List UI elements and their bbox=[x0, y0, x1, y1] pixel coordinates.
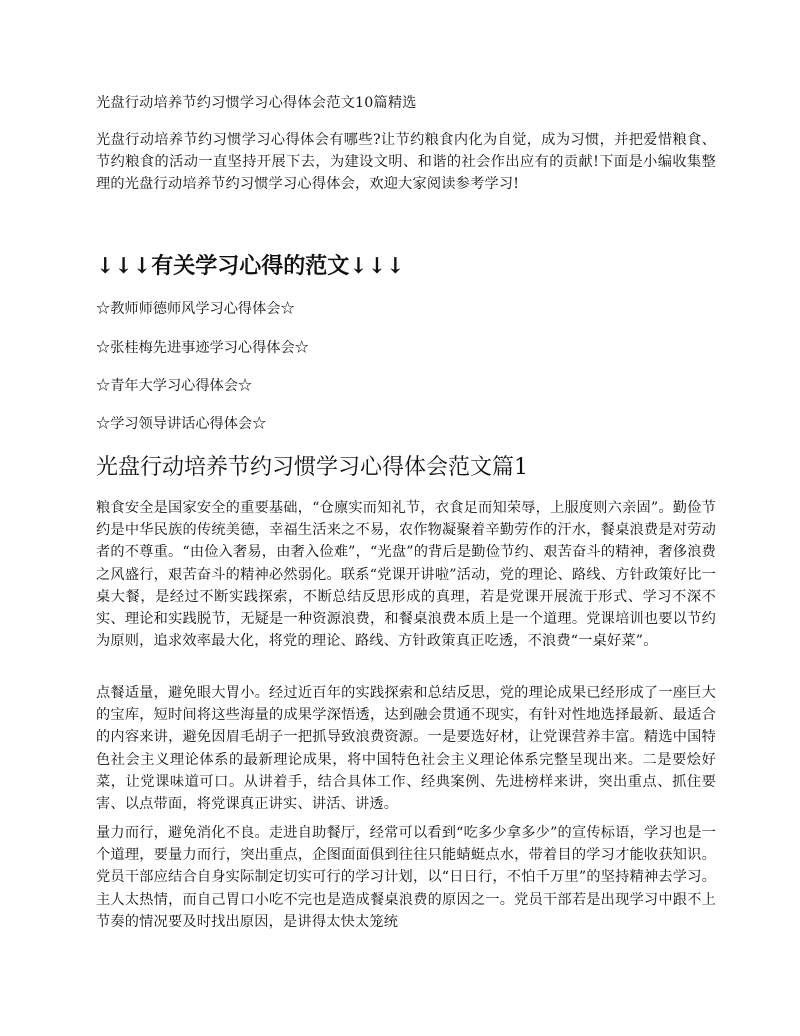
body-paragraph-2: 点餐适量，避免眼大胃小。经过近百年的实践探索和总结反思，党的理论成果已经形成了一座巨大的宝库，短时间将这些海量的成果学深悟透，达到融会贯通不现实，有针对性地选择最新、最适合的内容来讲，避免因眉毛胡子一把抓导致浪费资源。一是要选好材，让党课营养丰富。精选中国特色社会主义理论体系的最新理论成果，将中国特色社会主义理论体系完整呈现出来。二是要烩好菜，让党课味道可口。从讲着手，结合具体工作、经典案例、先进榜样来讲，突出重点、抓住要害、以点带面，将党课真正讲实、讲活、讲透。 bbox=[96, 685, 716, 813]
related-link-1[interactable]: ☆教师师德师风学习心得体会☆ bbox=[96, 301, 295, 317]
related-link-2[interactable]: ☆张桂梅先进事迹学习心得体会☆ bbox=[96, 340, 309, 356]
body-paragraph-1: 粮食安全是国家安全的重要基础，“仓廪实而知礼节，衣食足而知荣辱，上服度则六亲固”。勤俭节约是中华民族的传统美德，幸福生活来之不易，农作物凝聚着辛勤劳作的汗水，餐桌浪费是对劳动者的不尊重。“由俭入奢易，由奢入俭难”，“光盘”的背后是勤俭节约、艰苦奋斗的精神，奢侈浪费之风盛行，艰苦奋斗的精神必然弱化。联系“党课开讲啦”活动，党的理论、路线、方针政策好比一桌大餐，是经过不断实践探索，不断总结反思形成的真理，若是党课开展流于形式、学习不深不实、理论和实践脱节，无疑是一种资源浪费，和餐桌浪费本质上是一个道理。党课培训也要以节约为原则，追求效率最大化，将党的理论、路线、方针政策真正吃透，不浪费“一桌好菜”。 bbox=[96, 500, 716, 650]
related-link-3[interactable]: ☆青年大学习心得体会☆ bbox=[96, 378, 253, 394]
article-heading: 光盘行动培养节约习惯学习心得体会范文篇1 bbox=[96, 455, 528, 480]
document-title: 光盘行动培养节约习惯学习心得体会范文10篇精选 bbox=[96, 95, 417, 111]
related-link-4[interactable]: ☆学习领导讲话心得体会☆ bbox=[96, 416, 267, 432]
body-paragraph-3: 量力而行，避免消化不良。走进自助餐厅，经常可以看到“吃多少拿多少”的宣传标语，学习也是一个道理，要量力而行，突出重点，企图面面俱到往往只能蜻蜓点水，带着目的学习才能收获知识。党员干部应结合自身实际制定切实可行的学习计划，以“日日行，不怕千万里”的坚持精神去学习。主人太热情，而自己胃口小吃不完也是造成餐桌浪费的原因之一。党员干部若是出现学习中跟不上节奏的情况要及时找出原因，是讲得太快太笼统 bbox=[96, 825, 716, 930]
related-heading: ↓↓↓有关学习心得的范文↓↓↓ bbox=[96, 253, 405, 279]
intro-paragraph: 光盘行动培养节约习惯学习心得体会有哪些?让节约粮食内化为自觉，成为习惯，并把爱惜粮食、节约粮食的活动一直坚持开展下去，为建设文明、和谐的社会作出应有的贡献!下面是小编收集整理的光盘行动培养节约习惯学习心得体会，欢迎大家阅读参考学习! bbox=[96, 132, 716, 193]
